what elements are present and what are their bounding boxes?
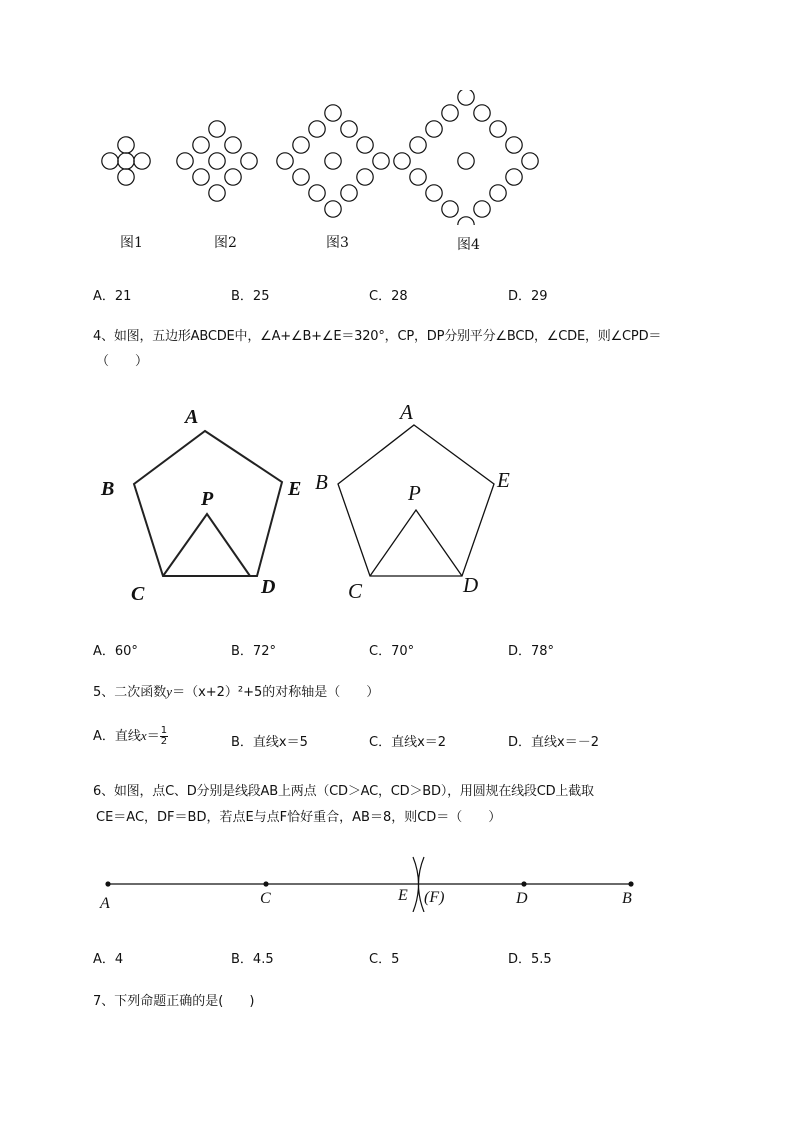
pattern-circle [506,169,522,185]
q5-option-c[interactable]: C．直线x＝2 [369,735,447,750]
pattern-circle [118,137,134,153]
pattern-circle [394,153,410,169]
pattern-circle [193,169,209,185]
figure-caption-1: 图1 [120,235,143,251]
right-label-e: E [497,468,510,492]
q5-stem [93,681,379,700]
q3-option-d[interactable]: D．29 [508,289,548,304]
q6-stem-line1: 6、如图，点C、D分别是线段AB上两点（CD＞AC，CD＞BD），用圆规在线段CD上截取 [93,784,594,799]
pattern-circle [426,185,442,201]
pattern-circle [490,121,506,137]
pattern-circle [277,153,293,169]
label-d: D [516,890,528,907]
q7-stem: 7、下列命题正确的是( ) [93,994,255,1009]
pattern-circle [177,153,193,169]
pattern-circle [134,153,150,169]
left-label-e: E [288,478,302,500]
pattern-circle [490,185,506,201]
figure-caption-2: 图2 [214,235,237,251]
label-a: A [100,895,110,912]
pattern-circle [474,201,490,217]
pattern-circle [410,137,426,153]
label-b: B [622,890,632,907]
q6-option-d[interactable]: D．5.5 [508,952,552,967]
fraction-numerator: 1 [160,725,168,736]
pattern-circle [118,153,134,169]
q4-stem-line1: 4、如图，五边形ABCDE中，∠A+∠B+∠E＝320°，CP，DP分别平分∠BCD，∠CDE，则∠CPD＝ [93,329,662,344]
q5-stem-rest: ＝（x+2）²+5的对称轴是（ ） [172,685,380,700]
q4-option-a[interactable]: A．60° [93,644,138,659]
q6-option-c[interactable]: C．5 [369,952,400,967]
right-label-a: A [400,400,413,424]
point-b [628,881,633,886]
pattern-circle [293,169,309,185]
right-label-c: C [348,579,363,603]
label-c: C [260,890,271,907]
left-label-b: B [101,478,115,500]
left-label-d: D [261,576,276,598]
q5-option-a-prefix: A．直线 [93,729,141,744]
q4-stem-line2: （ ） [96,354,149,369]
pattern-circle [309,185,325,201]
circle-pattern-figure [85,90,545,225]
pattern-circle [442,201,458,217]
segment-figure [95,852,645,912]
q6-option-a[interactable]: A．4 [93,952,124,967]
pattern-circle [241,153,257,169]
q3-option-c[interactable]: C．28 [369,289,408,304]
right-label-b: B [315,470,328,494]
pattern-circle [325,153,341,169]
left-label-a: A [185,406,199,428]
label-e: E [398,887,408,904]
pattern-circle [474,105,490,121]
pattern-circle [506,137,522,153]
point-d [521,881,526,886]
q6-option-b[interactable]: B．4.5 [231,952,274,967]
q5-option-a-var: x [140,728,147,743]
pattern-circle [209,153,225,169]
pattern-circle [118,169,134,185]
pattern-circle [357,169,373,185]
q5-option-b[interactable]: B．直线x＝5 [231,735,308,750]
pattern-circle [341,185,357,201]
pattern-circle [209,185,225,201]
q4-option-b[interactable]: B．72° [231,644,276,659]
pattern-circle [426,121,442,137]
pattern-circle [325,201,341,217]
pentagon-figures [90,395,530,610]
right-label-d: D [463,573,479,597]
q4-option-c[interactable]: C．70° [369,644,415,659]
pattern-circle [293,137,309,153]
pattern-circle [458,217,474,225]
q3-option-a[interactable]: A．21 [93,289,132,304]
q5-option-a[interactable] [93,725,168,747]
fraction-denominator: 2 [160,736,168,747]
figure-caption-4: 图4 [457,237,480,253]
pattern-circle [522,153,538,169]
pattern-circle [373,153,389,169]
pattern-circle [309,121,325,137]
q5-option-d[interactable]: D．直线x＝－2 [508,735,599,750]
pattern-circle [458,153,474,169]
pattern-circle [102,153,118,169]
pattern-circle [193,137,209,153]
q5-option-a-fraction [160,726,168,747]
pattern-circle [442,105,458,121]
right-label-p: P [408,481,421,505]
pattern-circle [341,121,357,137]
pattern-circle [410,169,426,185]
pattern-circle [357,137,373,153]
point-a [105,881,110,886]
q5-option-a-eq: ＝ [146,729,160,744]
point-c [263,881,268,886]
label-f: (F) [424,889,445,906]
q3-option-b[interactable]: B．25 [231,289,270,304]
left-label-p: P [201,488,214,510]
q4-option-d[interactable]: D．78° [508,644,555,659]
pattern-circle [458,90,474,105]
pattern-circle [325,105,341,121]
pattern-circle [225,169,241,185]
q5-stem-text: 5、二次函数 [93,685,167,700]
left-label-c: C [131,583,145,605]
q6-stem-line2: CE＝AC，DF＝BD，若点E与点F恰好重合，AB＝8，则CD＝（ ） [96,810,502,825]
pattern-circle [225,137,241,153]
figure-caption-3: 图3 [326,235,349,251]
pattern-circle [209,121,225,137]
q5-stem-var: y [166,684,173,699]
